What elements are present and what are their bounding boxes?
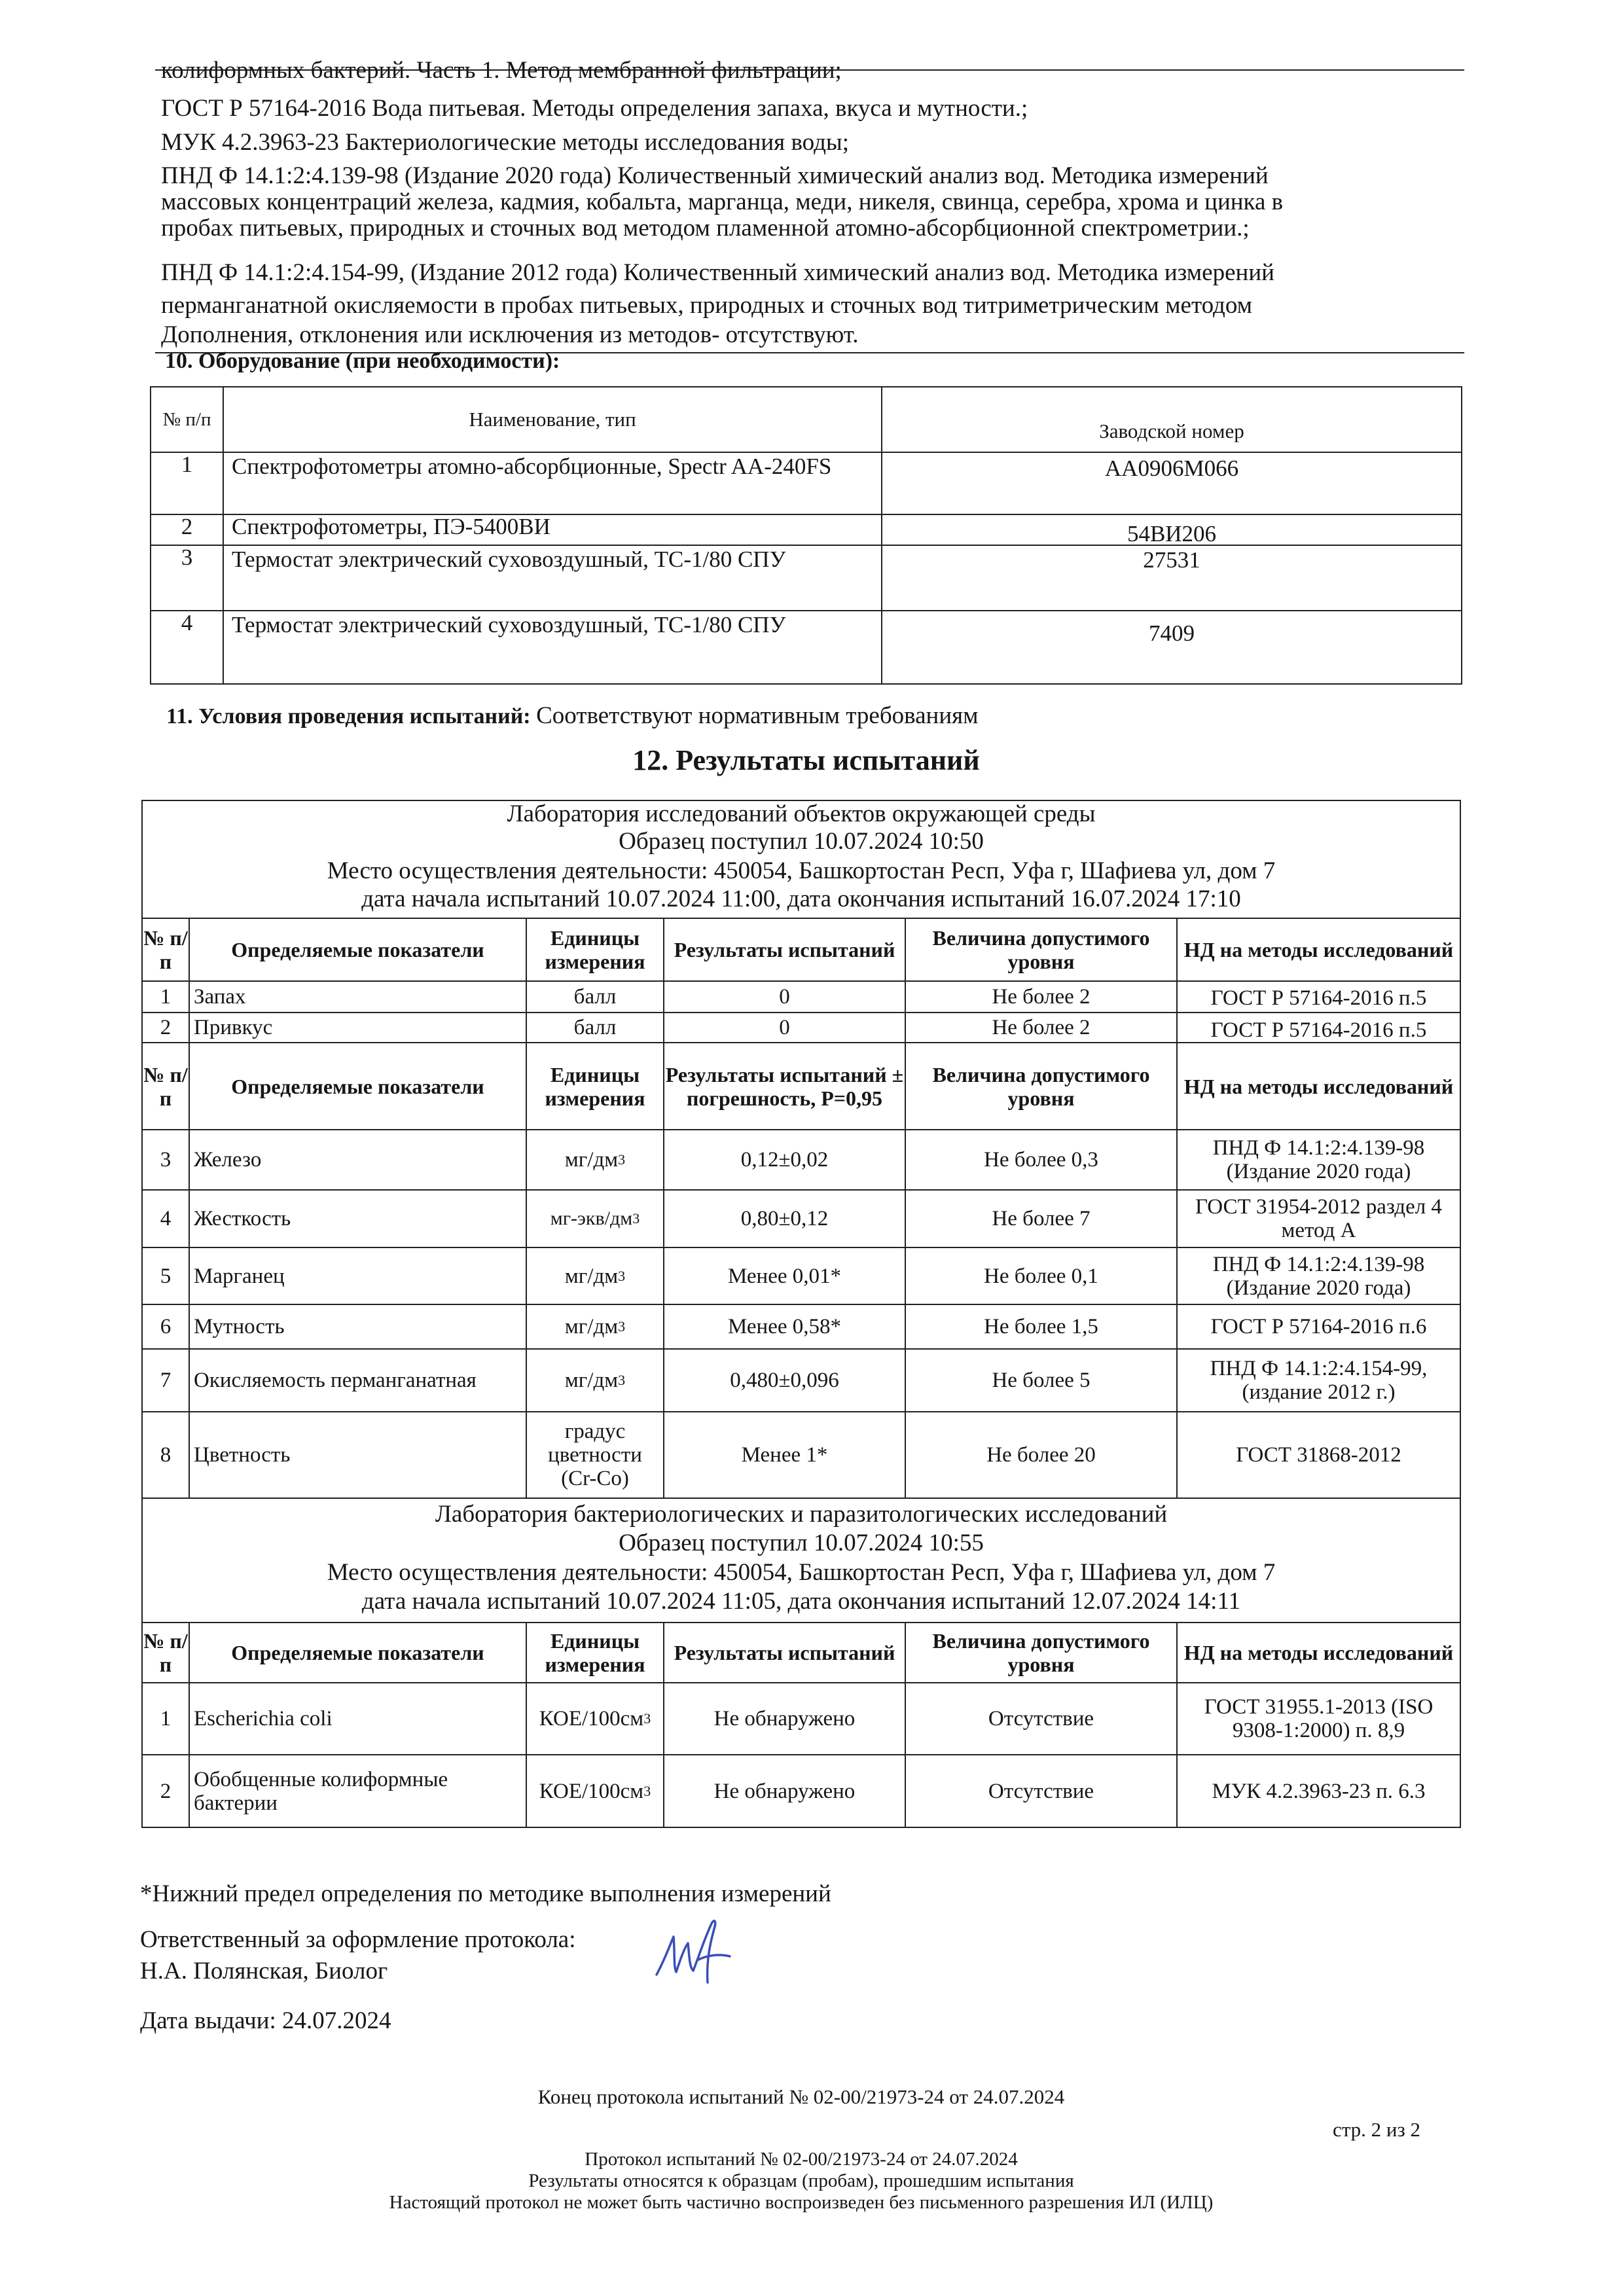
row-param: Escherichia coli — [194, 1707, 333, 1731]
lab2-name: Лаборатория бактериологических и паразитологических исследований — [435, 1501, 1168, 1528]
equipment-serial: 27531 — [1143, 547, 1200, 573]
col-header-name: Наименование, тип — [469, 408, 636, 431]
row-units: балл — [573, 1016, 617, 1039]
row-param: Марганец — [194, 1264, 285, 1288]
row-units: мг/дм 3 — [564, 1148, 626, 1172]
lab1-received: Образец поступил 10.07.2024 10:50 — [619, 828, 984, 855]
col-header-result-err: Результаты испытаний ± погрешность, Р=0,95 — [665, 1062, 904, 1110]
methods-line: Дополнения, отклонения или исключения из методов- отсутствуют. — [161, 321, 859, 348]
row-no: 4 — [160, 1207, 171, 1230]
col-header-units: Единицы измерения — [545, 1629, 645, 1676]
equipment-serial: AA0906M066 — [1104, 456, 1239, 481]
row-units: балл — [573, 985, 617, 1009]
page-number: стр. 2 из 2 — [1333, 2118, 1421, 2141]
copy-note: Настоящий протокол не может быть частично воспроизведен без письменного разрешения ИЛ (ИЛЦ) — [389, 2192, 1214, 2213]
row-limit: Не более 7 — [992, 1207, 1091, 1230]
conditions-label: 11. Условия проведения испытаний: — [166, 704, 531, 728]
equipment-name: Термостат электрический суховоздушный, ТС-1/80 СПУ — [232, 547, 786, 572]
equipment-no: 4 — [181, 610, 193, 636]
row-param: Окисляемость перманганатная — [194, 1369, 477, 1392]
row-units: градус цветности (Cr-Co) — [548, 1420, 642, 1490]
row-param: Привкус — [194, 1016, 273, 1039]
methods-line: МУК 4.2.3963-23 Бактериологические методы исследования воды; — [161, 129, 850, 156]
equipment-name: Спектрофотометры атомно-абсорбционные, Spectr AA-240FS — [232, 454, 832, 479]
methods-line: перманганатной окисляемости в пробах питьевых, природных и сточных вод титриметрическим методом — [161, 292, 1253, 319]
row-units: КОЕ/100см 3 — [539, 1779, 651, 1803]
row-no: 2 — [160, 1779, 171, 1803]
col-header-result: Результаты испытаний — [674, 938, 895, 961]
row-no: 3 — [160, 1148, 171, 1172]
row-limit: Не более 1,5 — [984, 1315, 1098, 1338]
methods-line: ПНД Ф 14.1:2:4.154-99, (Издание 2012 года) Количественный химический анализ вод. Методика измерений — [161, 259, 1274, 286]
row-limit: Не более 0,3 — [984, 1148, 1098, 1172]
row-method: ГОСТ 31955.1-2013 (ISO 9308-1:2000) п. 8,9 — [1204, 1695, 1434, 1742]
col-header-param: Определяемые показатели — [231, 1641, 484, 1664]
issue-date: Дата выдачи: 24.07.2024 — [140, 2007, 391, 2034]
lab2-received: Образец поступил 10.07.2024 10:55 — [619, 1530, 984, 1556]
footnote: *Нижний предел определения по методике выполнения измерений — [140, 1880, 831, 1907]
row-no: 6 — [160, 1315, 171, 1338]
col-header-limit: Величина допустимого уровня — [932, 1629, 1150, 1676]
equipment-serial: 7409 — [1149, 620, 1195, 646]
equipment-no: 3 — [181, 545, 193, 570]
row-no: 1 — [160, 985, 171, 1009]
row-units: мг/дм 3 — [564, 1315, 626, 1338]
row-result: 0 — [779, 985, 790, 1009]
row-result: Менее 0,58* — [727, 1315, 841, 1338]
col-header-no: № п/п — [143, 926, 188, 973]
row-param: Железо — [194, 1148, 262, 1172]
col-header-method: НД на методы исследований — [1183, 1641, 1454, 1664]
row-no: 2 — [160, 1016, 171, 1039]
col-header-param: Определяемые показатели — [231, 1074, 484, 1098]
responsible-person: Н.А. Полянская, Биолог — [140, 1958, 388, 1984]
row-no: 5 — [160, 1264, 171, 1288]
row-limit: Отсутствие — [988, 1707, 1094, 1731]
protocol-id: Протокол испытаний № 02-00/21973-24 от 24.07.2024 — [585, 2149, 1018, 2170]
equipment-heading: 10. Оборудование (при необходимости): — [165, 349, 560, 373]
row-param: Обобщенные колиформные бактерии — [194, 1767, 448, 1815]
row-method: МУК 4.2.3963-23 п. 6.3 — [1212, 1779, 1426, 1803]
row-result: Менее 1* — [741, 1443, 828, 1467]
row-param: Запах — [194, 985, 246, 1009]
col-header-method: НД на методы исследований — [1183, 938, 1454, 961]
row-limit: Отсутствие — [988, 1779, 1094, 1803]
lab2-dates: дата начала испытаний 10.07.2024 11:05, дата окончания испытаний 12.07.2024 14:11 — [361, 1588, 1241, 1615]
row-result: 0 — [779, 1016, 790, 1039]
row-result: Не обнаружено — [713, 1707, 856, 1731]
row-method: ГОСТ Р 57164-2016 п.5 — [1210, 1018, 1427, 1042]
responsible-label: Ответственный за оформление протокола: — [140, 1926, 576, 1953]
col-header-method: НД на методы исследований — [1183, 1074, 1454, 1098]
row-method: ГОСТ Р 57164-2016 п.6 — [1210, 1315, 1427, 1338]
col-header-limit: Величина допустимого уровня — [932, 926, 1150, 973]
col-header-result: Результаты испытаний — [674, 1641, 895, 1664]
relates-note: Результаты относятся к образцам (пробам), прошедшим испытания — [528, 2170, 1074, 2191]
row-limit: Не более 0,1 — [984, 1264, 1098, 1288]
signature — [651, 1914, 736, 1993]
row-result: Менее 0,01* — [727, 1264, 841, 1288]
col-header-param: Определяемые показатели — [231, 938, 484, 961]
row-limit: Не более 20 — [986, 1443, 1096, 1467]
row-param: Цветность — [194, 1443, 291, 1467]
row-limit: Не более 2 — [992, 1016, 1091, 1039]
methods-line: массовых концентраций железа, кадмия, кобальта, марганца, меди, никеля, свинца, серебра, хрома и цинка в — [161, 188, 1284, 215]
equipment-name: Спектрофотометры, ПЭ-5400ВИ — [232, 514, 550, 539]
lab1-dates: дата начала испытаний 10.07.2024 11:00, дата окончания испытаний 16.07.2024 17:10 — [361, 886, 1241, 912]
row-no: 8 — [160, 1443, 171, 1467]
methods-line: колиформных бактерий. Часть 1. Метод мембранной фильтрации; — [161, 57, 842, 84]
end-note: Конец протокола испытаний № 02-00/21973-24 от 24.07.2024 — [537, 2085, 1065, 2108]
row-method: ГОСТ 31868-2012 — [1236, 1443, 1401, 1467]
row-method: ПНД Ф 14.1:2:4.139-98 (Издание 2020 года) — [1212, 1136, 1425, 1183]
col-header-no: № п/п — [162, 409, 211, 430]
col-header-no: № п/п — [143, 1062, 188, 1110]
equipment-no: 1 — [181, 452, 193, 477]
equipment-serial: 54ВИ206 — [1127, 521, 1217, 547]
col-header-no: № п/п — [143, 1629, 188, 1676]
conditions-value: Соответствуют нормативным требованиям — [536, 702, 979, 729]
row-param: Жесткость — [194, 1207, 291, 1230]
row-result: 0,12±0,02 — [740, 1148, 829, 1172]
col-header-units: Единицы измерения — [545, 926, 645, 973]
row-method: ПНД Ф 14.1:2:4.139-98 (Издание 2020 года) — [1212, 1252, 1425, 1300]
col-header-units: Единицы измерения — [545, 1062, 645, 1110]
row-method: ГОСТ Р 57164-2016 п.5 — [1210, 986, 1427, 1010]
equipment-name: Термостат электрический суховоздушный, ТС-1/80 СПУ — [232, 612, 786, 637]
col-header-serial: Заводской номер — [1099, 420, 1244, 442]
row-result: Не обнаружено — [713, 1779, 856, 1803]
row-units: мг-экв/дм 3 — [550, 1208, 640, 1229]
row-result: 0,480±0,096 — [730, 1369, 839, 1392]
row-param: Мутность — [194, 1315, 285, 1338]
row-units: мг/дм 3 — [564, 1369, 626, 1392]
row-result: 0,80±0,12 — [740, 1207, 829, 1230]
row-no: 1 — [160, 1707, 171, 1731]
row-no: 7 — [160, 1369, 171, 1392]
conditions — [166, 702, 979, 731]
lab1-location: Место осуществления деятельности: 450054, Башкортостан Респ, Уфа г, Шафиева ул, дом 7 — [327, 857, 1276, 884]
methods-line: ПНД Ф 14.1:2:4.139-98 (Издание 2020 года) Количественный химический анализ вод. Методика измерений — [161, 162, 1269, 189]
col-header-limit: Величина допустимого уровня — [932, 1062, 1150, 1110]
row-units: КОЕ/100см 3 — [539, 1707, 651, 1731]
row-limit: Не более 5 — [992, 1369, 1091, 1392]
equipment-no: 2 — [181, 514, 193, 539]
methods-line: пробах питьевых, природных и сточных вод методом пламенной атомно-абсорбционной спектрометрии.; — [161, 215, 1250, 242]
lab1-name: Лаборатория исследований объектов окружающей среды — [507, 800, 1096, 827]
lab2-location: Место осуществления деятельности: 450054, Башкортостан Респ, Уфа г, Шафиева ул, дом 7 — [327, 1559, 1276, 1586]
results-title: 12. Результаты испытаний — [632, 744, 980, 776]
methods-line: ГОСТ Р 57164-2016 Вода питьевая. Методы определения запаха, вкуса и мутности.; — [161, 95, 1028, 122]
row-method: ГОСТ 31954-2012 раздел 4 метод А — [1195, 1195, 1442, 1242]
row-units: мг/дм 3 — [564, 1264, 626, 1288]
row-method: ПНД Ф 14.1:2:4.154-99, (издание 2012 г.) — [1210, 1357, 1428, 1404]
row-limit: Не более 2 — [992, 985, 1091, 1009]
